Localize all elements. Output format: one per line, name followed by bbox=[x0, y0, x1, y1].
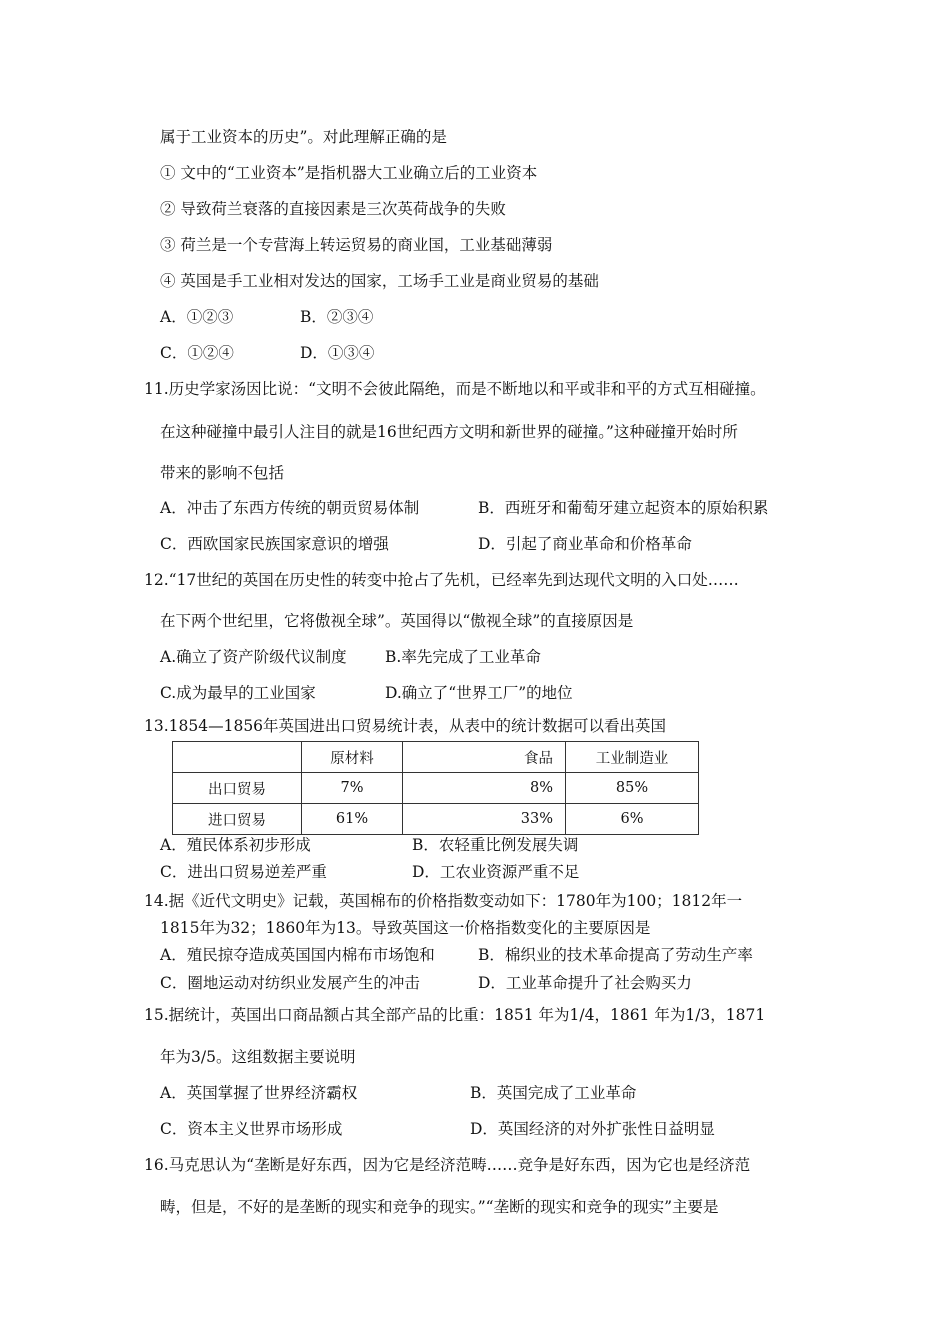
q14-option-c: C．圈地运动对纺织业发展产生的冲击 bbox=[160, 974, 420, 992]
q12-option-a: A.确立了资产阶级代议制度 bbox=[160, 648, 347, 666]
table-row bbox=[173, 804, 699, 835]
q15-option-a: A．英国掌握了世界经济霸权 bbox=[160, 1084, 358, 1102]
q10-item-4: ④ 英国是手工业相对发达的国家，工场手工业是商业贸易的基础 bbox=[160, 272, 599, 290]
q13-option-d: D．工农业资源严重不足 bbox=[412, 863, 580, 881]
table-row bbox=[173, 773, 699, 804]
q15-stem-line-1: 15.据统计，英国出口商品额占其全部产品的比重：1851 年为1/4，1861 年为1/3，1871 bbox=[144, 1006, 766, 1024]
table-cell: 7% bbox=[302, 773, 403, 804]
q12-stem-line-2: 在下两个世纪里，它将傲视全球”。英国得以“傲视全球”的直接原因是 bbox=[160, 612, 634, 630]
q11-stem-line-1: 11.历史学家汤因比说：“文明不会彼此隔绝，而是不断地以和平或非和平的方式互相碰撞。 bbox=[144, 380, 766, 398]
q12-option-b: B.率先完成了工业革命 bbox=[385, 648, 541, 666]
table-cell: 8% bbox=[403, 773, 566, 804]
table-cell: 进口贸易 bbox=[173, 804, 302, 835]
table-cell: 85% bbox=[566, 773, 699, 804]
q15-option-b: B．英国完成了工业革命 bbox=[470, 1084, 637, 1102]
q11-option-b: B．西班牙和葡萄牙建立起资本的原始积累 bbox=[478, 499, 769, 517]
q15-stem-line-2: 年为3/5。这组数据主要说明 bbox=[160, 1048, 356, 1066]
q10-option-b: B．②③④ bbox=[300, 308, 374, 326]
table-header-cell: 原材料 bbox=[302, 742, 403, 773]
q11-option-d: D．引起了商业革命和价格革命 bbox=[478, 535, 692, 553]
q14-stem-line-2: 1815年为32；1860年为13。导致英国这一价格指数变化的主要原因是 bbox=[160, 919, 651, 937]
table-header-cell bbox=[173, 742, 302, 773]
q12-option-c: C.成为最早的工业国家 bbox=[160, 684, 316, 702]
q13-option-b: B．农轻重比例发展失调 bbox=[412, 836, 579, 854]
q11-stem-line-3: 带来的影响不包括 bbox=[160, 464, 285, 482]
q13-stem: 13.1854—1856年英国进出口贸易统计表，从表中的统计数据可以看出英国 bbox=[144, 717, 667, 735]
trade-statistics-table bbox=[172, 741, 699, 835]
table-cell: 6% bbox=[566, 804, 699, 835]
q10-option-a: A．①②③ bbox=[160, 308, 234, 326]
q16-stem-line-2: 畴，但是，不好的是垄断的现实和竞争的现实。”“垄断的现实和竞争的现实”主要是 bbox=[160, 1198, 719, 1216]
q10-stem-continuation: 属于工业资本的历史”。对此理解正确的是 bbox=[160, 128, 447, 146]
q10-item-1: ① 文中的“工业资本”是指机器大工业确立后的工业资本 bbox=[160, 164, 538, 182]
q10-option-d: D．①③④ bbox=[300, 344, 375, 362]
table-cell: 33% bbox=[403, 804, 566, 835]
q11-stem-line-2: 在这种碰撞中最引人注目的就是16世纪西方文明和新世界的碰撞。”这种碰撞开始时所 bbox=[160, 423, 738, 441]
q13-option-c: C．进出口贸易逆差严重 bbox=[160, 863, 327, 881]
table-header-cell: 食品 bbox=[403, 742, 566, 773]
q12-stem-line-1: 12.“17世纪的英国在历史性的转变中抢占了先机，已经率先到达现代文明的入口处…… bbox=[144, 571, 739, 589]
q15-option-c: C．资本主义世界市场形成 bbox=[160, 1120, 343, 1138]
q16-stem-line-1: 16.马克思认为“垄断是好东西，因为它是经济范畴……竞争是好东西，因为它也是经济范 bbox=[144, 1156, 751, 1174]
q10-item-2: ② 导致荷兰衰落的直接因素是三次英荷战争的失败 bbox=[160, 200, 506, 218]
q11-option-c: C．西欧国家民族国家意识的增强 bbox=[160, 535, 389, 553]
q15-option-d: D．英国经济的对外扩张性日益明显 bbox=[470, 1120, 715, 1138]
q14-option-b: B．棉织业的技术革命提高了劳动生产率 bbox=[478, 946, 753, 964]
q12-option-d: D.确立了“世界工厂”的地位 bbox=[385, 684, 573, 702]
table-cell: 出口贸易 bbox=[173, 773, 302, 804]
q14-stem-line-1: 14.据《近代文明史》记载，英国棉布的价格指数变动如下：1780年为100；1812年一 bbox=[144, 892, 743, 910]
q13-option-a: A．殖民体系初步形成 bbox=[160, 836, 311, 854]
q14-option-d: D．工业革命提升了社会购买力 bbox=[478, 974, 692, 992]
q10-item-3: ③ 荷兰是一个专营海上转运贸易的商业国，工业基础薄弱 bbox=[160, 236, 553, 254]
table-header-cell: 工业制造业 bbox=[566, 742, 699, 773]
table-header-row bbox=[173, 742, 699, 773]
q10-option-c: C．①②④ bbox=[160, 344, 234, 362]
q11-option-a: A．冲击了东西方传统的朝贡贸易体制 bbox=[160, 499, 420, 517]
table-cell: 61% bbox=[302, 804, 403, 835]
q14-option-a: A．殖民掠夺造成英国国内棉布市场饱和 bbox=[160, 946, 435, 964]
